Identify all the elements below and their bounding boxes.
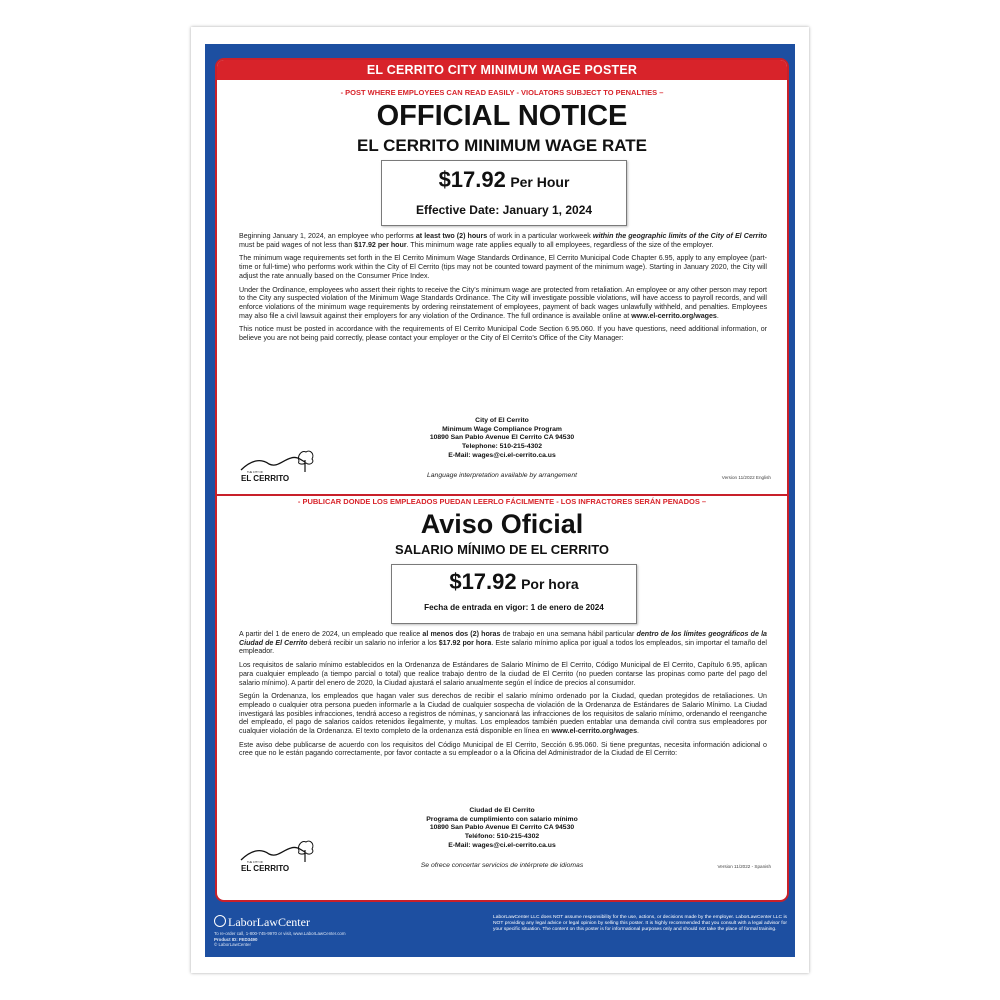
product-id: Product ID: FED3490: [214, 936, 258, 942]
el-cerrito-logo: [239, 446, 319, 484]
spanish-version: Version 11/2022 - Spanish: [717, 864, 771, 869]
english-effective-date: Effective Date: January 1, 2024: [415, 203, 593, 217]
spanish-contact-line: E-Mail: wages@ci.el-cerrito.ca.us: [448, 841, 556, 849]
english-contact-line: 10890 San Pablo Avenue El Cerrito CA 94530: [429, 434, 575, 442]
english-contact-line: E-Mail: wages@ci.el-cerrito.ca.us: [448, 451, 556, 459]
spanish-subhead: - PUBLICAR DONDE LOS EMPLEADOS PUEDAN LEERLO FÁCILMENTE - LOS INFRACTORES SERÁN PENADOS –: [297, 497, 707, 506]
disclaimer-text: LaborLawCenter LLC does NOT assume responsibility for the use, actions, or decisions made by the employer. LaborLawCenter LLC is NOT providing any legal advice or legal opinion by selling this poster. It is highly recommended that you consult with a legal advisor for your specific situation. The content on this poster is for informational purposes only and should not take the place of formal training.: [493, 915, 787, 933]
english-title: OFFICIAL NOTICE: [376, 100, 628, 132]
english-paragraph-4: This notice must be posted in accordance with the requirements of El Cerrito Municipal Code Section 6.95.060. If you have questions, need additional information, or believe you are not being paid correctly, please contact your employer or the City of El Cerrito’s Office of the City Manager:: [239, 325, 767, 343]
svg-text:THE CITY OF: THE CITY OF: [247, 861, 264, 864]
spanish-subtitle: SALARIO MÍNIMO DE EL CERRITO: [394, 542, 610, 557]
laborlawcenter-logo: LaborLawCenter: [214, 915, 310, 930]
spanish-section: [217, 494, 787, 902]
english-body: [239, 232, 767, 348]
english-rate-line: [382, 167, 626, 193]
reorder-text: To re-order call, 1-800-745-9970 or visit, www.LaborLawCenter.com: [214, 931, 346, 936]
svg-text:EL CERRITO: EL CERRITO: [241, 864, 290, 873]
svg-text:EL CERRITO: EL CERRITO: [241, 474, 290, 483]
el-cerrito-hills-icon: [239, 836, 319, 874]
svg-text:THE CITY OF: THE CITY OF: [247, 471, 264, 474]
spanish-contact-line: Teléfono: 510-215-4302: [464, 833, 540, 841]
poster-sheet: [191, 27, 809, 973]
english-contact-line: Minimum Wage Compliance Program: [442, 425, 562, 433]
spanish-rate-value: $17.92: [449, 569, 517, 594]
el-cerrito-hills-icon: [239, 446, 319, 484]
spanish-paragraph-4: Este aviso debe publicarse de acuerdo con los requisitos del Código Municipal de El Cerrito, Sección 6.95.060. Si tiene preguntas, necesita información adicional o cree que no le están pagando correctamente, por favor contacte a su empleador o a la Oficina del Administrador de la Ciudad de El Cerrito:: [239, 740, 767, 758]
poster-footer: [205, 910, 795, 957]
english-rate-unit: Per Hour: [510, 174, 570, 190]
english-section: [217, 80, 787, 494]
spanish-paragraph-1: A partir del 1 de enero de 2024, un empleado que realice al menos dos (2) horas de trabajo en una semana hábil particular dentro de los límites geográficos de la Ciudad de El Cerrito deberá recibir un salario no inferior a los $17.92 por hora. Este salario mínimo aplica por igual a todos los empleados, sin importar el tamaño del empleador.: [239, 630, 767, 656]
spanish-interpretation-note: Se ofrece concertar servicios de intérprete de idiomas: [420, 862, 584, 869]
english-rate-value: $17.92: [438, 167, 506, 192]
english-paragraph-3: Under the Ordinance, employees who assert their rights to receive the City’s minimum wage are protected from retaliation. An employee or any other person may report to the City any suspected violation of the Minimum Wage Standards Ordinance. The City will investigate possible violations, will have access to payroll records, and will enforce violations of the minimum wage requirements by ordering reinstatement of employees, payment of back wages unlawfully withheld, and penalties. Employees may also file a civil lawsuit against their employers for any violation of the Ordinance. The full ordinance is available online at www.el-cerrito.org/wages.: [239, 285, 767, 320]
english-rate-box: [381, 160, 627, 226]
globe-icon: [214, 915, 226, 927]
spanish-rate-box: [391, 564, 637, 624]
spanish-body: [239, 630, 767, 763]
spanish-contact-line: Ciudad de El Cerrito: [469, 807, 535, 814]
english-subhead: - POST WHERE EMPLOYEES CAN READ EASILY - VIOLATORS SUBJECT TO PENALTIES –: [340, 88, 664, 97]
english-interpretation-note: Language interpretation available by arrangement: [426, 472, 577, 479]
poster-card: [215, 58, 789, 902]
spanish-contact-line: 10890 San Pablo Avenue El Cerrito CA 94530: [429, 824, 575, 832]
english-version: Version 11/2022 English: [721, 475, 771, 480]
poster-header: EL CERRITO CITY MINIMUM WAGE POSTER: [217, 60, 787, 80]
english-contact-line: Telephone: 510-215-4302: [462, 443, 542, 451]
english-paragraph-1: Beginning January 1, 2024, an employee who performs at least two (2) hours of work in a particular workweek within the geographic limits of the City of El Cerrito must be paid wages of not less than $17.92 per hour. This minimum wage rate applies equally to all employees, regardless of the size of the employer.: [239, 232, 767, 249]
copyright: © LaborLawCenter: [214, 942, 251, 947]
spanish-wages-link: www.el-cerrito.org/wages: [551, 727, 638, 736]
english-paragraph-2: The minimum wage requirements set forth in the El Cerrito Minimum Wage Standards Ordinance, El Cerrito Municipal Code Chapter 6.95, apply to any employee (part-time or full-time) who performs work within the City of El Cerrito (tips may not be counted toward payment of the minimum wage). Starting in January 2020, the City will adjust the rate annually based on the Consumer Price Index.: [239, 254, 767, 280]
spanish-title: Aviso Oficial: [420, 509, 584, 539]
english-wages-link: www.el-cerrito.org/wages: [631, 311, 717, 320]
spanish-effective-date: Fecha de entrada en vigor: 1 de enero de 2024: [424, 603, 604, 612]
el-cerrito-logo: [239, 836, 319, 874]
spanish-paragraph-3: Según la Ordenanza, los empleados que hagan valer sus derechos de recibir el salario mínimo ordenado por la Ciudad, quedan protegidos de retaliaciones. Un empleado o cualquier otra persona pueden informarle a la Ciudad de cualquier sospecha de violación de la Ordenanza de Estándares de Salario Mínimo. La Ciudad investigará las posibles infracciones, tendrá acceso a registros de nóminas, y sancionará las infracciones de los requisitos de salario mínimo, ordenando el reenganche del empleado, el pago de salarios caídos retenidos ilegalmente, y multas. Los empleados también pueden entablar una demanda civil contra sus empleadores por cualquier violación de la Ordenanza. El texto completo de la ordenanza está disponible en línea en www.el-cerrito.org/wages.: [239, 692, 767, 736]
poster-blue-frame: [205, 44, 795, 957]
spanish-rate-line: [392, 569, 636, 595]
spanish-paragraph-2: Los requisitos de salario mínimo establecidos en la Ordenanza de Estándares de Salario Mínimo de El Cerrito, Código Municipal de El Cerrito, Capítulo 6.95, aplican para cualquier empleado (a tiempo parcial o total) que realice trabajo dentro de la ciudad de El Cerrito (no pueden contarse las propinas como parte del pago del salario mínimo). A partir del enero de 2020, la Ciudad ajustará el salario anualmente según el índice de precios al consumidor.: [239, 661, 767, 687]
english-subtitle: EL CERRITO MINIMUM WAGE RATE: [357, 136, 647, 155]
spanish-contact-line: Programa de cumplimiento con salario mínimo: [426, 815, 578, 823]
english-contact-line: City of El Cerrito: [475, 417, 529, 424]
spanish-rate-unit: Por hora: [521, 576, 579, 592]
